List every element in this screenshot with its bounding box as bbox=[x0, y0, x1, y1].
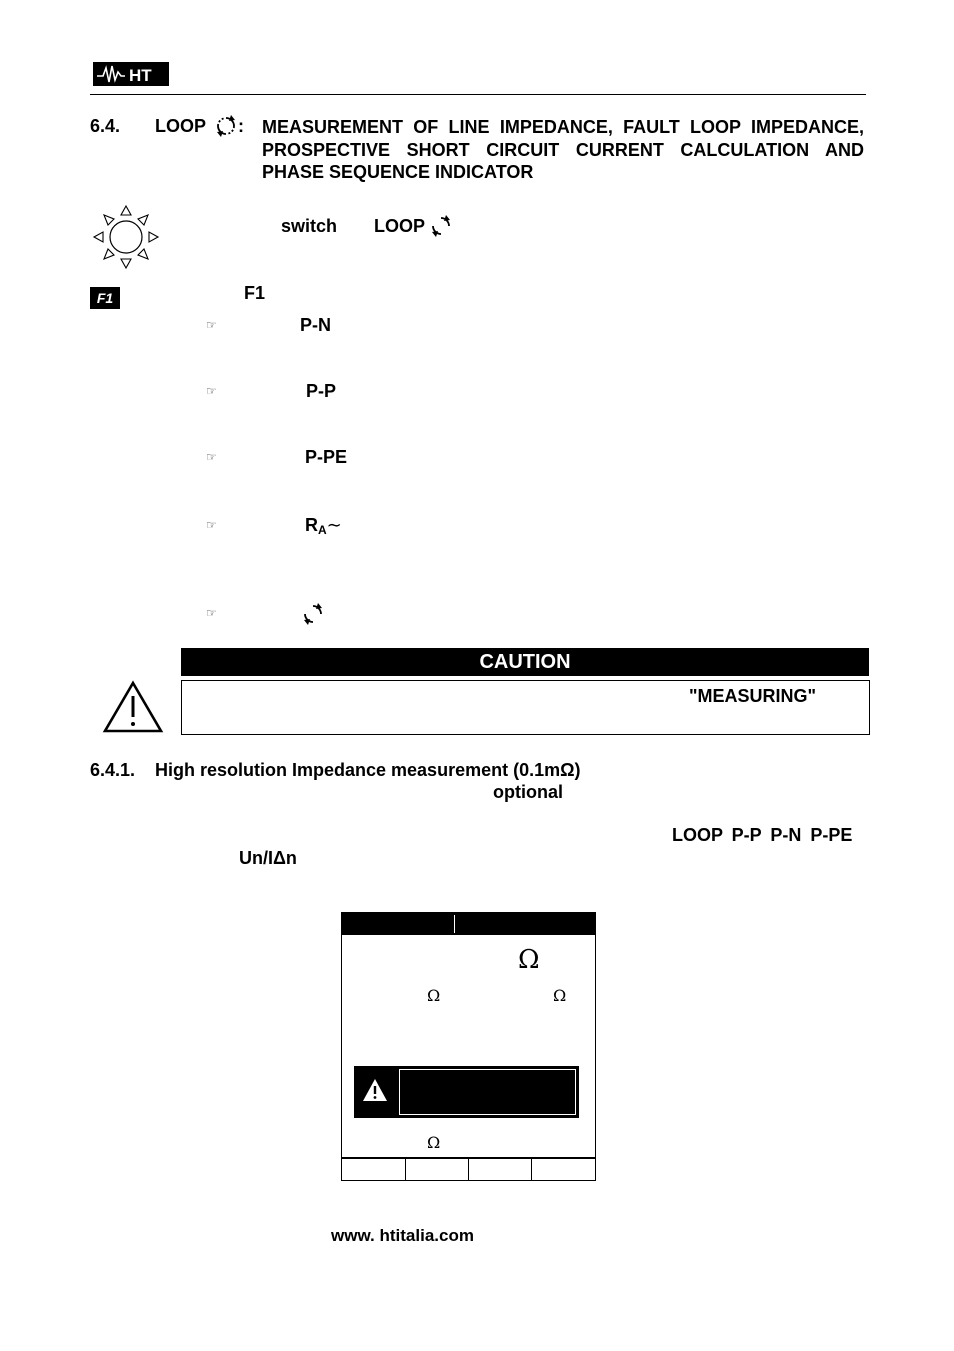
optional-label: optional bbox=[493, 782, 563, 802]
section-colon: : bbox=[238, 116, 244, 136]
warning-triangle-icon bbox=[102, 680, 164, 734]
section-loop-label: LOOP bbox=[155, 116, 207, 136]
caution-measuring-text: "MEASURING" bbox=[689, 686, 817, 706]
option-p-pe: P-PE bbox=[305, 447, 348, 467]
phase-sequence-loop-icon bbox=[302, 603, 324, 625]
warning-triangle-icon bbox=[362, 1078, 388, 1102]
f1-key-icon: F1 bbox=[90, 287, 120, 309]
footer-url: www. htitalia.com bbox=[331, 1226, 474, 1245]
pointing-hand-icon: ☞ bbox=[206, 450, 217, 464]
header-rule bbox=[90, 94, 866, 95]
softkey-divider bbox=[405, 1159, 406, 1180]
pointing-hand-icon: ☞ bbox=[206, 384, 217, 398]
pointing-hand-icon: ☞ bbox=[206, 318, 217, 332]
rotary-switch-icon bbox=[90, 202, 162, 272]
section-title: MEASUREMENT OF LINE IMPEDANCE, FAULT LOOP IMPEDANCE, PROSPECTIVE SHORT CIRCUIT CURRENT CALCULATION AND PHASE SEQUENCE INDICATOR bbox=[262, 117, 864, 182]
instrument-display bbox=[341, 912, 596, 1181]
subsection-title: High resolution Impedance measurement (0.1mΩ) bbox=[155, 760, 581, 780]
option-ra-sub: A bbox=[318, 523, 327, 537]
switch-word: switch bbox=[281, 216, 338, 236]
display-unit-left: Ω bbox=[427, 986, 441, 1005]
option-p-n: P-N bbox=[300, 315, 331, 335]
softkey-divider bbox=[531, 1159, 532, 1180]
option-ra-main: R bbox=[305, 515, 318, 535]
display-unit-right: Ω bbox=[553, 986, 567, 1005]
ac-tilde-icon: ∼ bbox=[326, 515, 342, 535]
option-ra bbox=[305, 515, 342, 537]
section-number: 6.4. bbox=[90, 116, 121, 136]
loop-arrows-icon bbox=[215, 115, 237, 137]
un-in-label: Un/IΔn bbox=[239, 848, 297, 868]
display-unit-main: Ω bbox=[518, 945, 540, 975]
display-top-divider bbox=[454, 915, 455, 933]
modes-list: LOOP P-P P-N P-PE bbox=[672, 825, 853, 845]
ht-logo bbox=[93, 62, 169, 86]
caution-title: CAUTION bbox=[181, 648, 869, 676]
display-top-bar bbox=[342, 913, 595, 935]
pointing-hand-icon: ☞ bbox=[206, 518, 217, 532]
logo-text: HT bbox=[129, 66, 152, 85]
subsection-number: 6.4.1. bbox=[90, 760, 136, 780]
softkey-divider bbox=[468, 1159, 469, 1180]
option-p-p: P-P bbox=[306, 381, 337, 401]
display-warning-panel bbox=[354, 1066, 579, 1118]
loop-arrows-icon bbox=[430, 215, 452, 237]
switch-loop-label: LOOP bbox=[374, 216, 426, 236]
pointing-hand-icon: ☞ bbox=[206, 606, 217, 620]
display-unit-bottom: Ω bbox=[427, 1133, 441, 1152]
f1-text: F1 bbox=[244, 283, 266, 303]
display-warning-message-box bbox=[399, 1069, 576, 1115]
